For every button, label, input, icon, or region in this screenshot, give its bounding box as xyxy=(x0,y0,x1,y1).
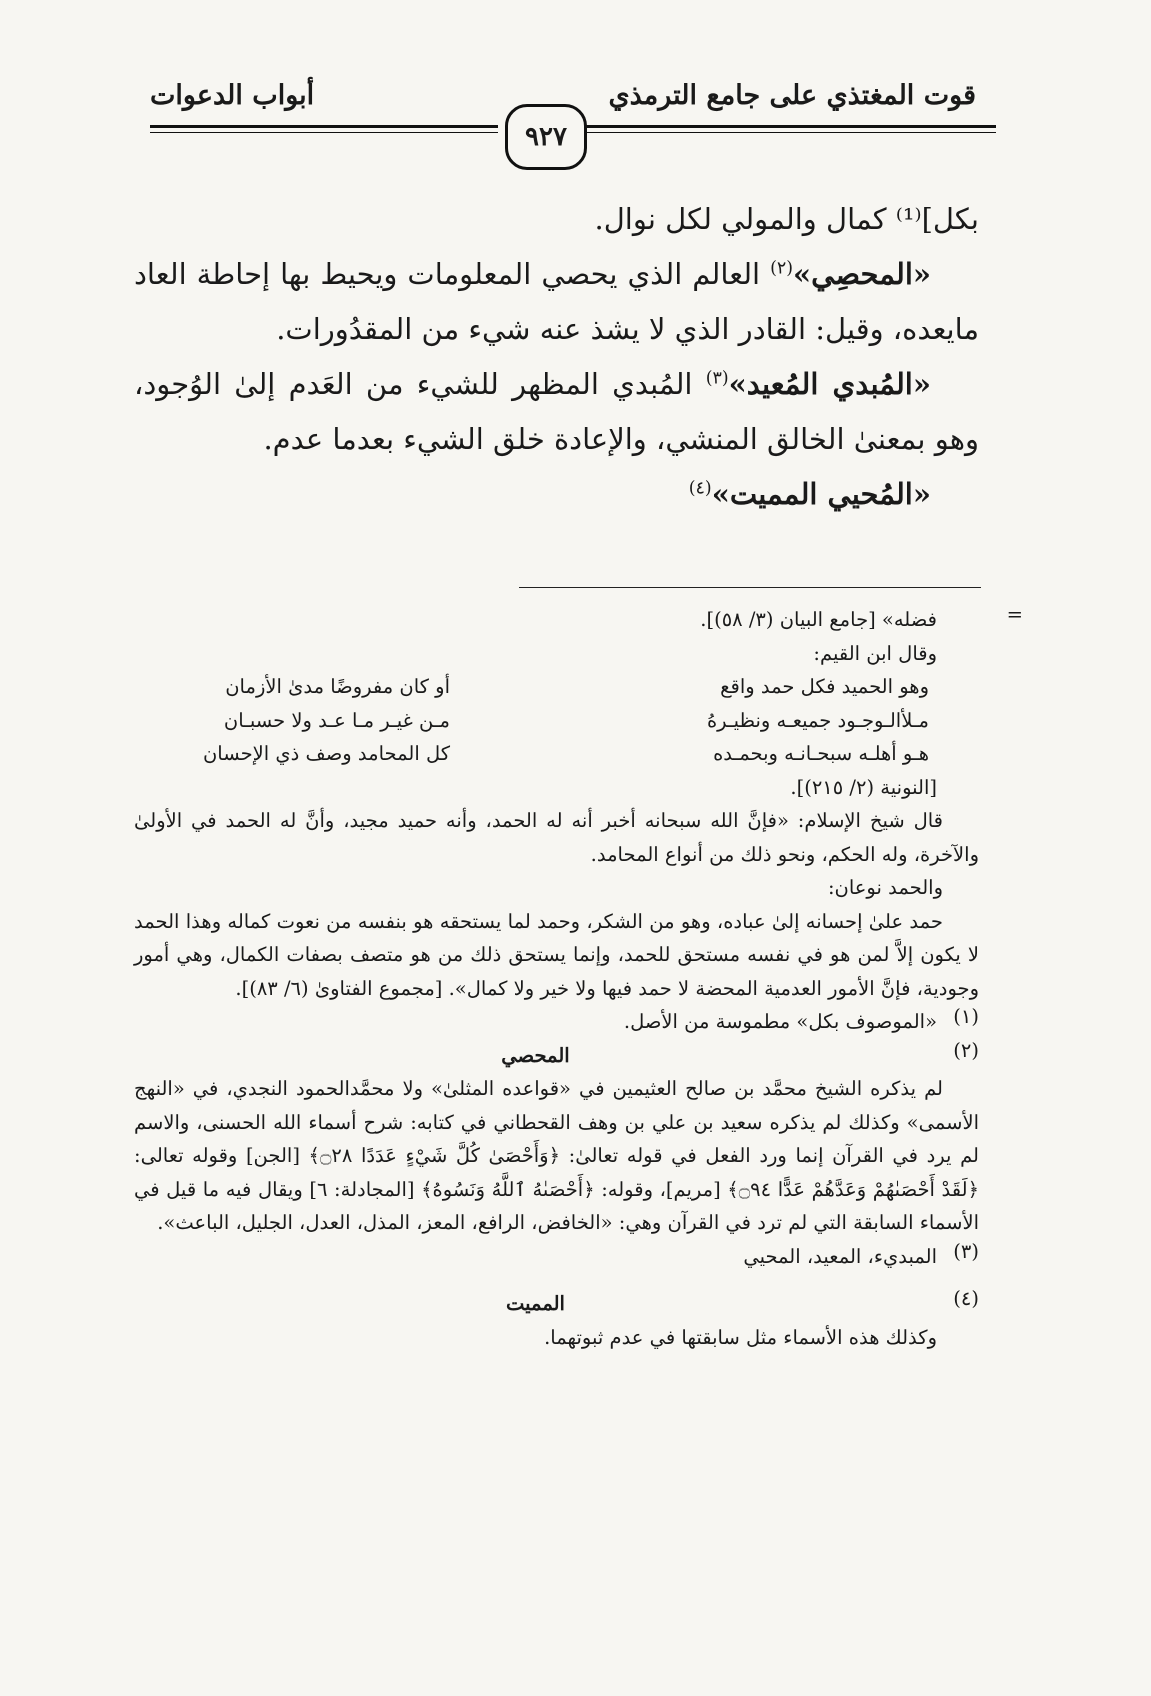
footnote-1 xyxy=(134,1005,979,1039)
hemistich-first: هـو أهلـه سبحـانـه وبحمـده xyxy=(713,742,929,765)
hemistich-second: كل المحامد وصف ذي الإحسان xyxy=(202,742,450,765)
footnote-2-body xyxy=(134,1072,979,1240)
muhsi-definition: العالم الذي يحصي المعلومات ويحيط بها إحاطة العاد مايعده، وقيل: القادر الذي لا يشذ عنه شيء من المقدُورات. xyxy=(134,257,979,346)
cont-line-1: فضله» [جامع البيان (٣/ ٥٨)]. xyxy=(700,608,937,631)
shaykh-paragraph: قال شيخ الإسلام: «فإنَّ الله سبحانه أخبر أنه له الحمد، وأنه حميد مجيد، وأنَّ له الحمد في الأولىٰ والآخرة، وله الحكم، ونحو ذلك من أنواع المحامد. xyxy=(134,809,979,866)
mubdi-definition: المُبدي المظهر للشيء من العَدم إلىٰ الوُجود، وهو بمعنىٰ الخالق المنشي، والإعادة خلق الشيء بعدما عدم. xyxy=(134,367,979,456)
footnote-number: (٤) xyxy=(953,1287,979,1310)
footnote-heading: المميت xyxy=(506,1292,565,1315)
term-mubdi: «المُبدي المُعيد» xyxy=(728,367,931,401)
cont-line-2: وقال ابن القيم: xyxy=(813,641,937,665)
footnote-text: «الموصوف بكل» مطموسة من الأصل. xyxy=(623,1010,937,1033)
book-title: قوت المغتذي على جامع الترمذي xyxy=(608,80,976,111)
footnote-4 xyxy=(134,1287,979,1354)
hamd-types-line: والحمد نوعان: xyxy=(827,876,943,899)
footnote-2 xyxy=(134,1039,979,1073)
main-line-1: بكل]⁽¹⁾ كمال والمولي لكل نوال. xyxy=(594,202,979,236)
footnote-number: (٢) xyxy=(953,1038,979,1062)
footnote-text: وكذلك هذه الأسماء مثل سابقتها في عدم ثبوتهما. xyxy=(544,1325,937,1349)
main-paragraph-mubdi xyxy=(134,357,979,467)
hemistich-first: مـلأالـوجـود جميعـه ونظيـرهُ xyxy=(706,708,929,732)
main-text xyxy=(134,192,979,522)
footnote-ref-2: (٢) xyxy=(770,258,794,279)
hemistich-second: مـن غيـر مـا عـد ولا حسبـان xyxy=(223,708,450,732)
footnote-text: لم يذكره الشيخ محمَّد بن صالح العثيمين في «قواعده المثلىٰ» ولا محمَّدالحمود النجدي، في «النهج الأسمى» وكذلك لم يذكره سعيد بن علي بن وهف القحطاني في كتابه: شرح أسماء الله الحسنى، والاسم لم يرد في القرآن إنما ورد الفعل في قوله تعالىٰ: ﴿وَأَحْصَىٰ كُلَّ شَيْءٍ عَدَدًا ۝٢٨﴾ [الجن] وقوله تعالى: ﴿لَقَدْ أَحْصَىٰهُمْ وَعَدَّهُمْ عَدًّا ۝٩٤﴾ [مريم]، وقوله: ﴿أَحْصَىٰهُ ٱللَّهُ وَنَسُوهُ﴾ [المجادلة: ٦] ويقال فيه ما قيل في الأسماء السابقة التي لم ترد في القرآن وهي: «الخافض، الرافع، المعز، المذل، العدل، الجليل، الباعث». xyxy=(134,1077,980,1234)
main-paragraph-muhyi xyxy=(134,467,979,522)
term-muhyi: «المُحيي المميت» xyxy=(711,477,931,511)
page-number: ٩٢٧ xyxy=(505,104,587,170)
footnote-continuation xyxy=(134,603,1023,804)
hemistich-first: وهو الحميد فكل حمد واقع xyxy=(720,675,929,698)
hamd-paragraph: حمد علىٰ إحسانه إلىٰ عباده، وهو من الشكر، وحمد لما يستحقه هو بنفسه من نعوت كماله وهذا الحمد لا يكون إلاَّ لمن هو في نفسه مستحق للحمد، وإنما يستحق ذلك من هو متصف بصفات الكمال، وهي أمور وجودية، فإنَّ الأمور العدمية المحضة لا حمد فيها ولا خير ولا كمال». [مجموع الفتاوىٰ (٦/ ٨٣)]. xyxy=(134,909,979,1000)
footnote-3 xyxy=(134,1240,979,1274)
main-paragraph-muhsi xyxy=(134,247,979,357)
hemistich-second: أو كان مفروضًا مدىٰ الأزمان xyxy=(225,675,450,698)
term-muhsi: «المحصِي» xyxy=(793,257,931,291)
header-rule-left xyxy=(150,125,498,133)
chapter-title: أبواب الدعوات xyxy=(150,80,315,111)
poem-verse xyxy=(134,670,937,704)
poem-verse xyxy=(134,704,937,738)
footnote-ref-4: (٤) xyxy=(688,478,712,499)
footnote-text: المبديء، المعيد، المحيي xyxy=(743,1244,937,1268)
shaykh-quote xyxy=(134,804,979,1005)
footnote-separator xyxy=(519,587,981,588)
footnote-number: (١) xyxy=(953,1005,979,1028)
poem-verse xyxy=(134,737,937,771)
continuation-mark: = xyxy=(1006,603,1023,626)
footnotes xyxy=(134,603,1023,1354)
header-rule-right xyxy=(576,125,996,133)
footnote-ref-3: (٣) xyxy=(705,368,729,389)
footnote-number: (٣) xyxy=(953,1239,979,1263)
poem-reference: [النونية (٢/ ٢١٥)]. xyxy=(790,775,937,799)
footnote-heading: المحصي xyxy=(501,1043,570,1067)
